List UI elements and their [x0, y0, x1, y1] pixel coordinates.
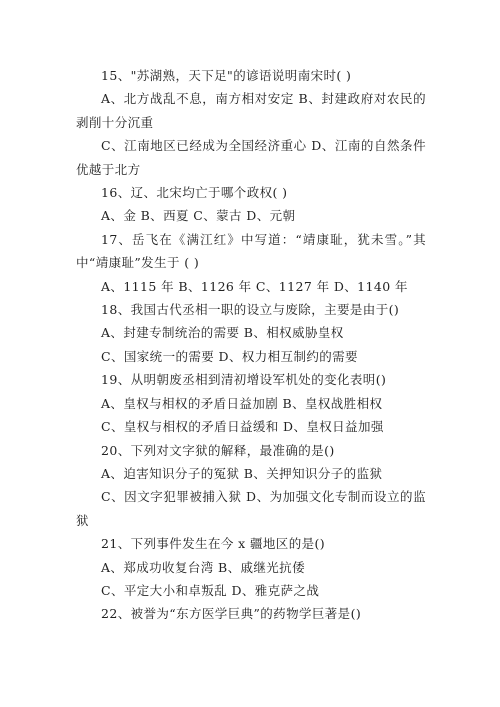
question-18-options-cd: C、国家统一的需要 D、权力相互制约的需要 — [101, 348, 358, 364]
question-17-options: A、1115 年 B、1126 年 C、1127 年 D、1140 年 — [101, 278, 408, 294]
question-20-options-ab: A、迫害知识分子的冤狱 B、关押知识分子的监狱 — [101, 465, 383, 481]
question-19: 19、从明朝废丞相到清初增设军机处的变化表明() — [101, 372, 387, 388]
question-21: 21、下列事件发生在今 x 疆地区的是() — [101, 536, 326, 552]
question-20-options-cd: C、因文字犯罪被捕入狱 D、为加强文化专制而设立的监狱 — [76, 489, 426, 528]
question-15-options-cd: C、江南地区已经成为全国经济重心 D、江南的自然条件优越于北方 — [76, 138, 426, 177]
question-22: 22、被誉为“东方医学巨典”的药物学巨著是() — [101, 606, 362, 622]
question-18: 18、我国古代丞相一职的设立与废除，主要是由于() — [101, 302, 400, 318]
question-21-options-ab: A、郑成功收复台湾 B、戚继光抗倭 — [101, 559, 305, 575]
question-15: 15、"苏湖熟，天下足"的谚语说明南宋时( ) — [101, 68, 352, 83]
question-19-options-ab: A、皇权与相权的矛盾日益加剧 B、皇权战胜相权 — [101, 395, 383, 411]
question-20: 20、下列对文字狱的解释，最准确的是() — [101, 442, 335, 458]
question-21-options-cd: C、平定大小和卓叛乱 D、雅克萨之战 — [101, 582, 320, 598]
question-16-options: A、金 B、西夏 C、蒙古 D、元朝 — [101, 208, 296, 224]
question-16: 16、辽、北宋均亡于哪个政权( ) — [101, 185, 288, 201]
question-18-options-ab: A、封建专制统治的需要 B、相权威胁皇权 — [101, 325, 344, 341]
question-19-options-cd: C、皇权与相权的矛盾日益缓和 D、皇权日益加强 — [101, 419, 384, 435]
question-17: 17、岳飞在《满江红》中写道：“靖康耻，犹未雪。”其中“靖康耻”发生于 ( ) — [76, 231, 426, 271]
document-body — [76, 64, 426, 626]
question-15-options-ab: A、北方战乱不息，南方相对安定 B、封建政府对农民的剥削十分沉重 — [76, 91, 426, 130]
